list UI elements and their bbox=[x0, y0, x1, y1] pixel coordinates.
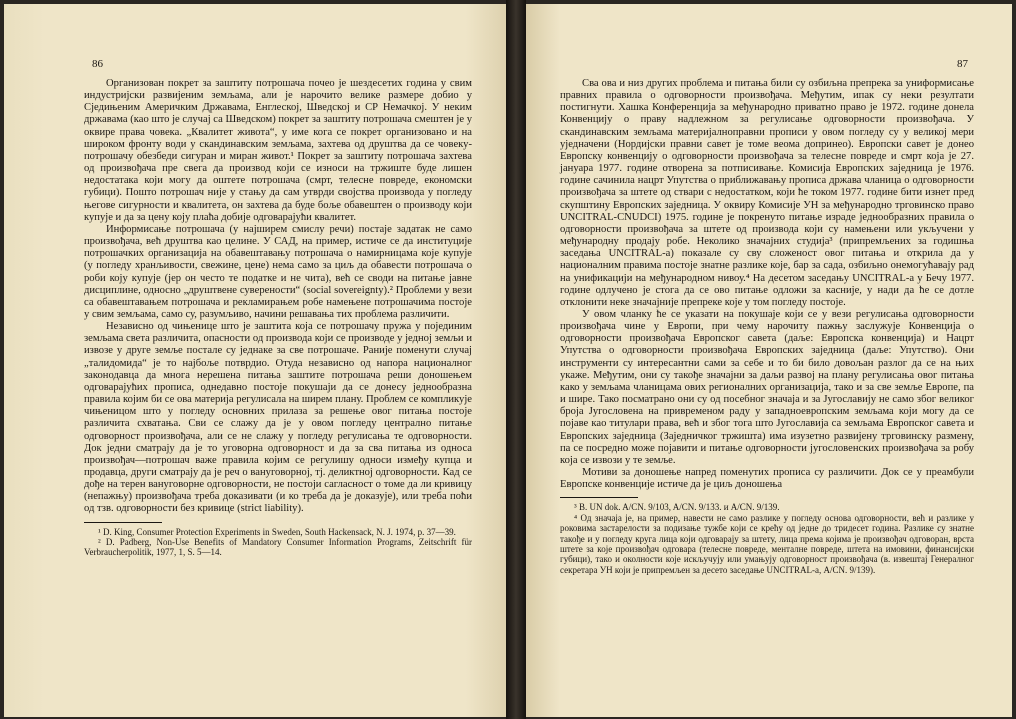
footnote-3: ³ В. UN dok. A/CN. 9/103, A/CN. 9/133. и A/CN. 9/139. bbox=[574, 502, 780, 513]
left-footnotes bbox=[84, 527, 472, 558]
left-paragraph-1: Организован покрет за заштиту потрошача почео је шездесетих година у свим индустријски развијеним земљама, али је нарочито велике размере добио у Сједињеним Америчким Државама, Енглеској, Шведској и СР Немачкој. У неким државама (као што је случај са Шведском) покрет за заштиту потрошача смештен је у оквире права човека. „Квалитет живота“, у име кога се покрет организовано и на широком фронту води у скандинавским земљама, захтева од друштва да се човеку-потрошачу обезбеди сигуран и миран живот.¹ Покрет за заштиту потрошача захтева од произвођача пре свега да производ који се износи на тржиште буде лишен недостатака који могу да оштете потрошача (смрт, телесне повреде, економски губици). Пошто потрошач није у стању да сам утврди својства производа у погледу његове сигурности и квалитета, он захтева да буде боље обавештен о производу који купује и да за цену коју плаћа добије одговарајући квалитет. bbox=[84, 78, 472, 223]
book-gutter bbox=[506, 0, 526, 719]
left-page bbox=[4, 4, 506, 717]
right-paragraph-1: Сва ова и низ других проблема и питања били су озбиљна препрека за униформисање правних правила о одговорности произвођача. Међутим, ипак су неки резултати постигнути. Хашка Конференција за међународно приватно право је 1972. године донела Конвенцију о праву надлежном за регулисање одговорности произвођача. У скандинавским земљама материјалноправни прописи у овом погледу су у великој мери уједначени (Нордијски правни савет је томе веома допринео). Европски савет је донео Европску конвенцију о одговорности произвођача за телесне повреде и смрт која је 27. јануара 1977. године отворена за потписивање. Комисија Европских заједница је 1976. године сачинила нацрт Упутства о приближавању прописа држава чланица о одговорности произвођача за штете од ствари с недостатком, који ће током 1977. године бити изнет пред скупштину Европских заједница. У оквиру Комисије УН за међународно трговинско право UNCITRAL-CNUDCI) 1975. године је покренуто питање израде једнообразних правила о одговорности произвођача за штете од производа који су намењени или укључени у међународну продају робе. Неколико значајних студија³ (припремљених за годишња заседања UNCITRAL-а) показале су сву сложеност овог питања и открила да у националним правима постоје знатне разлике које, бар за сада, озбиљно онемогућавају рад на унификацији на међународном нивоу.⁴ На десетом заседању UNCITRAL-а у Бечу 1977. године одлучено је стога да се ово питање одложи за касније, у нади да ће се дотле отклонити неке значајније препреке које у том погледу постоје. bbox=[560, 78, 974, 308]
right-body bbox=[560, 78, 974, 491]
footnote-rule-right bbox=[560, 497, 638, 498]
right-paragraph-2: У овом чланку ће се указати на покушаје који се у вези регулисања одговорности произвођача чине у Европи, при чему нарочиту пажњу заслужује Конвенција о одговорности произвођача Европског савета (даље: Европска конвенција) и Нацрт Упутства о одговорности произвођача Европских заједница (даље: Упутство). Они инструменти су интересантни сами за себе и то би било довољан разлог да се на њих укаже. Међутим, они су такође значајни за даљи развој на плану регулисања овог питања како у земљама чланицама ових регионалних организација, тако и за све земље Европе, па и шире. Тако посматрано они су од посебног значаја и за Југославију не само због великог броја Југословена на привременом раду у западноевропским земљама који могу да се појаве као титулари права, већ и због тога што Југославија са земљама Европског савета и Европских заједница (Заједничког тржишта) има изузетно развијену трговинску размену, па се посредно може појавити и питање одговорности југословенских произвођача за робу која се извози у те земље. bbox=[560, 308, 974, 466]
page-number-left: 86 bbox=[92, 58, 103, 70]
right-paragraph-3: Мотиви за доношење напред поменутих прописа су различити. Док се у преамбули Европске конвенције истиче да је циљ доношења bbox=[560, 467, 974, 491]
footnote-rule-left bbox=[84, 522, 162, 523]
page-number-right: 87 bbox=[957, 58, 968, 70]
left-body bbox=[84, 78, 472, 516]
footnote-4: ⁴ Од значаја је, на пример, навести не само разлике у погледу основа одговорности, већ и разлике у роковима застарелости за подизање тужбе који се крећу од једне до тридесет година. Разлике су знатне такође и у погледу круга лица који одговарају за штету, лица према којима је произвођач одговоран, врста штете за које произвођач одговара (телесне повреде, менталне повреде, штета на имовини, финансијски губици), тако и околности које искључују или умањују одговорност произвођача (в. извештај Генералног секретара УН који је припремљен за десето заседање UNCITRAL-а, A/CN. 9/139). bbox=[560, 512, 974, 575]
left-paragraph-2: Информисање потрошача (у најширем смислу речи) постаје задатак не само произвођача, већ друштва као целине. У САД, на пример, истиче се да институције потрошачких организација на обавештавању потрошача о намирницама које купује (у погледу хранљивости, свежине, цене) нема само за циљ да обавести потрошача о роби коју купује (јер он често те податке и не чита), већ се своди на питање јавне дисциплине, односно „друштвене суверености“ (social sovereignty).² Проблеми у вези са обавештавањем потрошача и рекламирањем робе намењене потрошачима постоје у свим земљама, само су, разумљиво, начини решавања тих проблема различити. bbox=[84, 223, 472, 320]
footnote-2: ² D. Padberg, Non-Use Benefits of Mandatory Consumer Information Programs, Zeitschrift für Verbraucherpolitik, 1977, 1, S. 5—14. bbox=[84, 537, 472, 558]
footnote-1: ¹ D. King, Consumer Protection Experiments in Sweden, South Hackensack, N. J. 1974, p. 37—39. bbox=[98, 526, 456, 537]
right-page bbox=[526, 4, 1012, 717]
right-footnotes bbox=[560, 502, 974, 575]
left-paragraph-3: Независно од чињенице што је заштита која се потрошачу пружа у појединим земљама света различита, опасности од производа који се производе у једној земљи и извозе у друге земље постале су једнаке за све потрошаче. Раније поменути случај „талидомида“ је то најбоље потврдио. Отуда независно од напора националног законодавца да многа нерешена питања заштите потрошача реши доношењем одговарајућих прописа, однедавно постоје покушаји да се донесу једнообразна правила којим би се ова материја регулисала на ширем плану. Проблем се компликује чињеницом што у погледу основних прилаза за решење овог питања постоје различита схватања. Сви се слажу да је у овом погледу централно питање одговорност произвођача, али се не слажу у погледу регулисања те одговорности. Док једни сматрају да је то уговорна одговорност и да за сва питања из односа произвођач—потрошач важе правила којим се регулишу односи између купца и продавца, други сматрају да је реч о вануговорној, тј. деликтној одговорности. Кад се дође на терен вануговорне одговорности, не постоји сагласност о томе да ли кривицу (непажњу) произвођача треба доказивати (и ко треба да је доказује), или треба поћи од тзв. одговорности без кривице (strict liability). bbox=[84, 321, 472, 515]
